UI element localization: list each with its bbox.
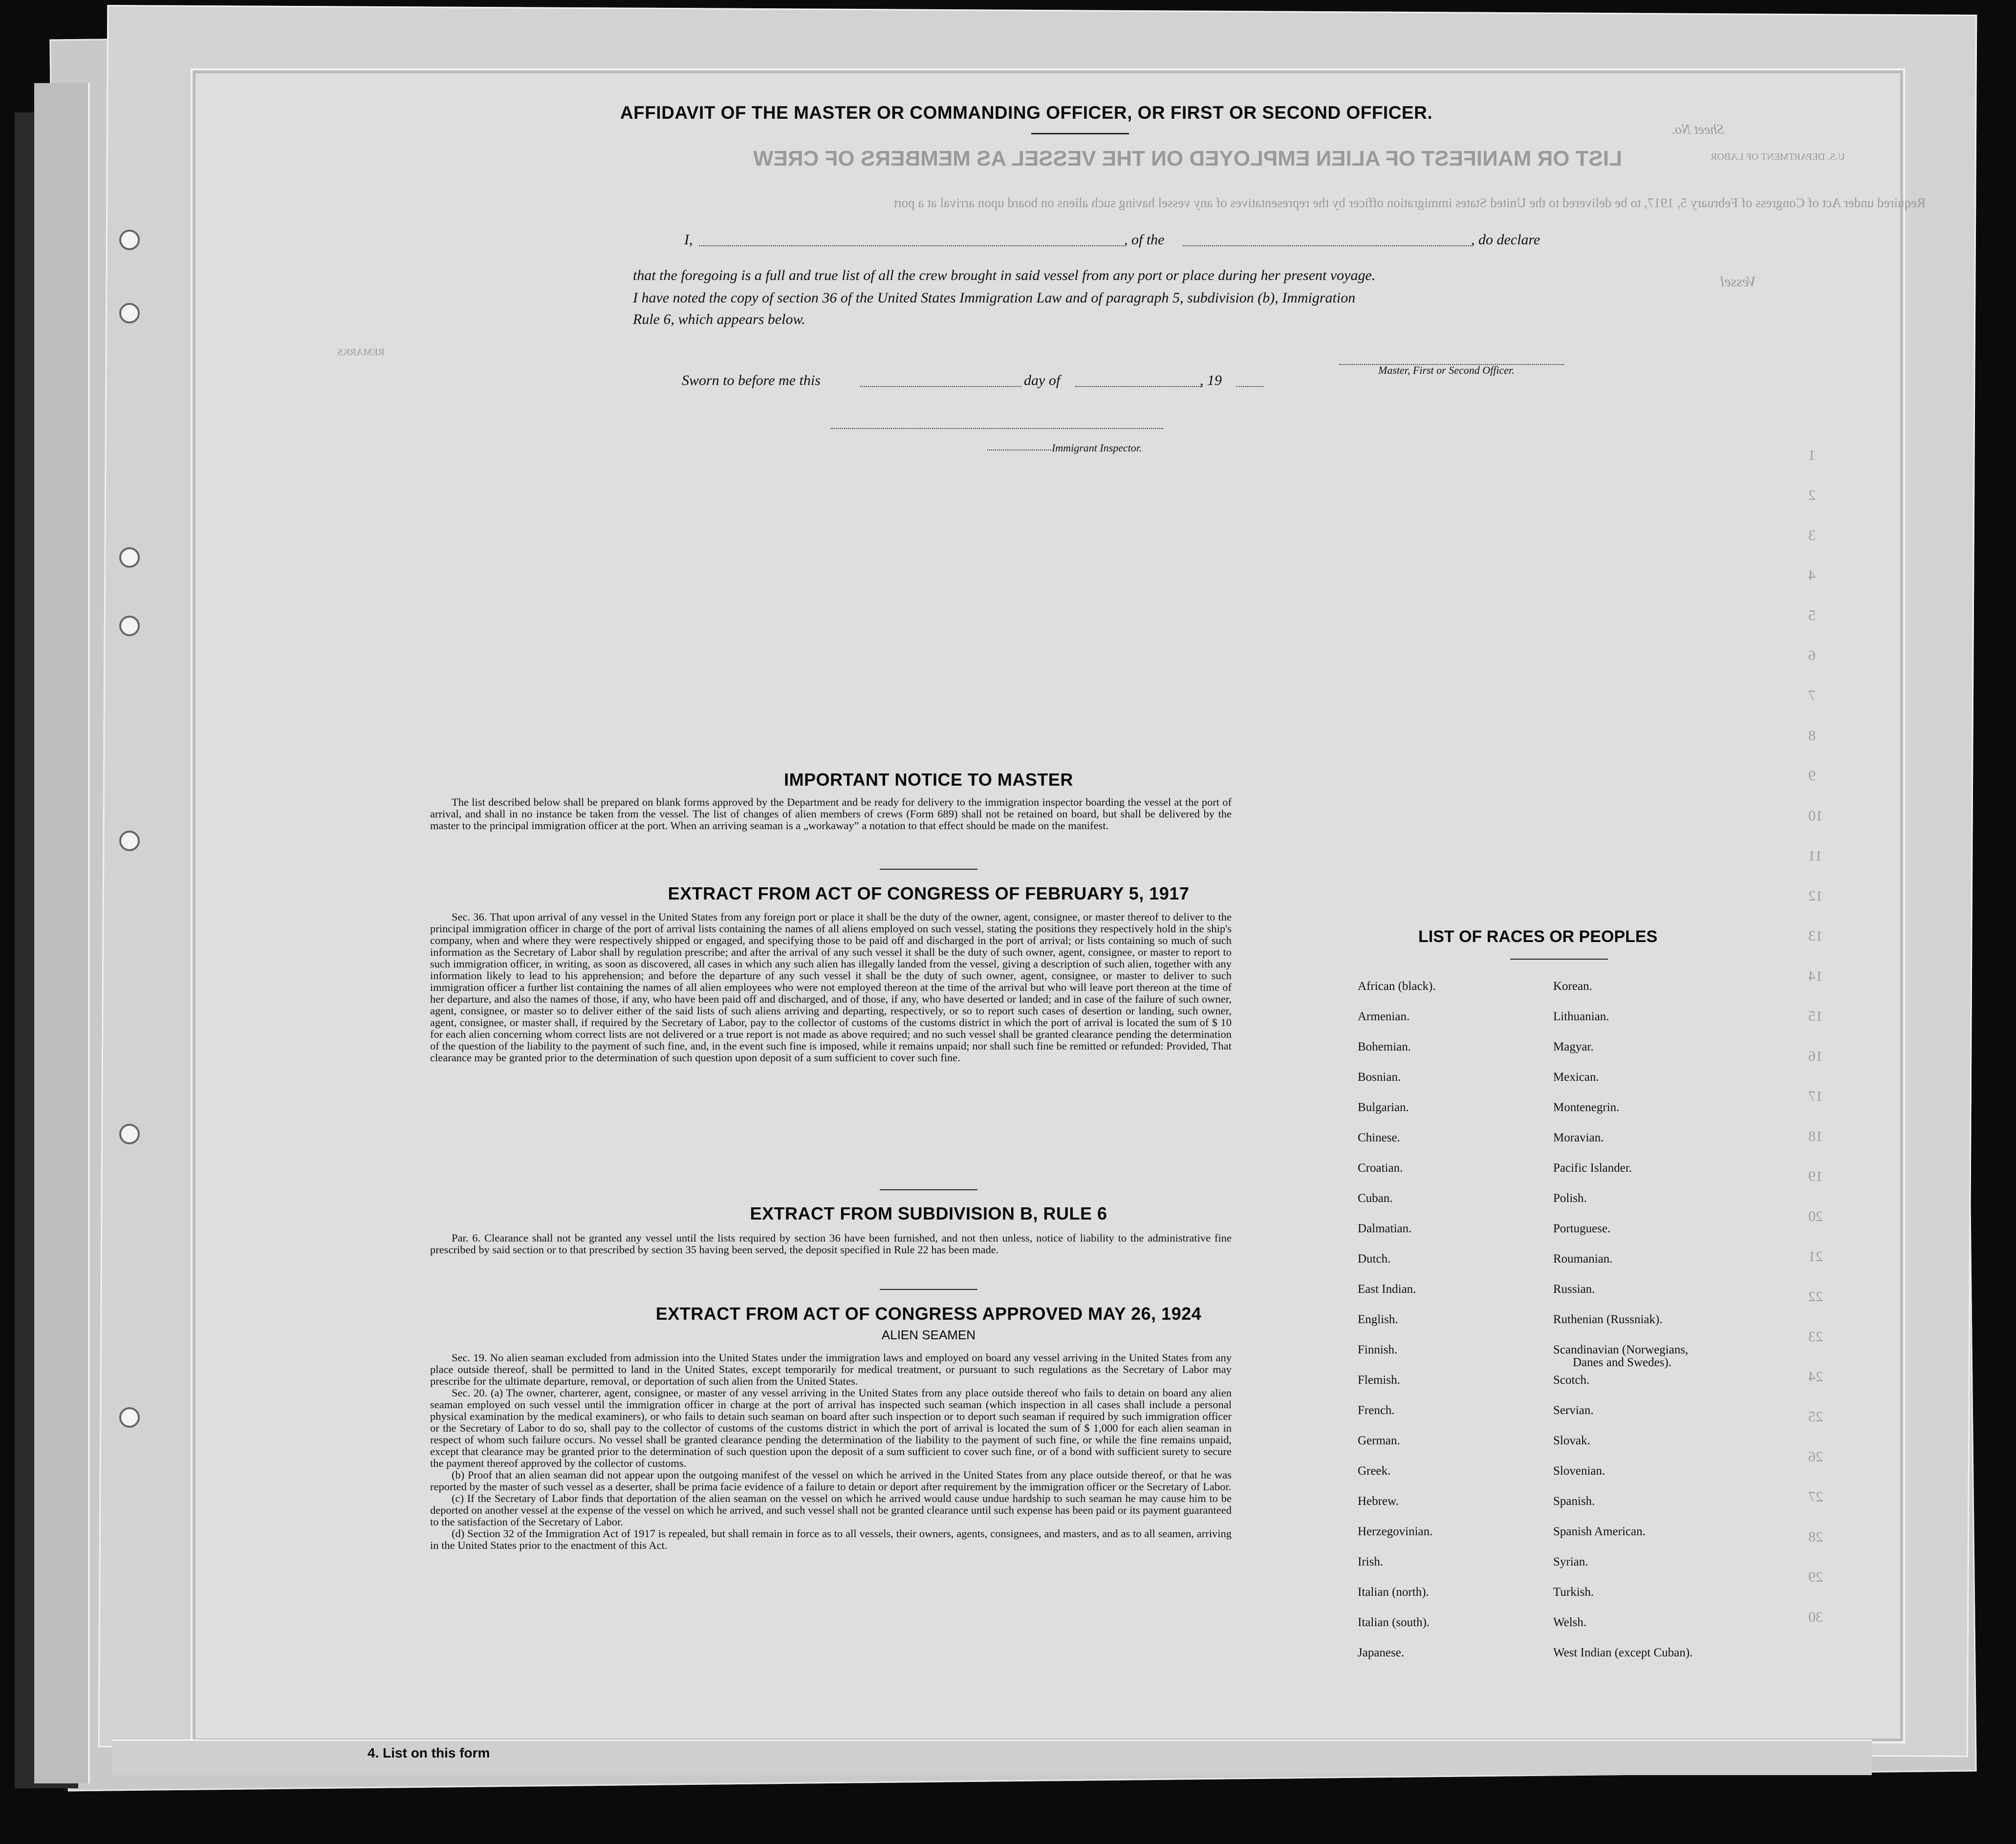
race-item: Flemish. [1358,1373,1400,1387]
race-item: Bosnian. [1358,1071,1401,1084]
ghost-row-number: 19 [1808,1168,1823,1184]
ghost-row-number: 14 [1808,968,1823,984]
sworn-label: Sworn to before me this [682,372,821,388]
race-item: Scotch. [1553,1373,1590,1387]
subdivision-b-title: EXTRACT FROM SUBDIVISION B, RULE 6 [750,1203,1107,1223]
ghost-row-number: 7 [1808,687,1816,704]
ghost-row-number: 22 [1808,1288,1823,1305]
race-item: Portuguese. [1553,1222,1611,1235]
binder-hole [119,831,140,851]
subdivision-b-text: Par. 6. Clearance shall not be granted any vessel until the lists required by section 36 have been furnished, and not then unless, notice of liability to the administrative fine prescribed by said section or to that prescribed by section 35 having been served, the deposit specified in Rule 22 has been made. [430,1232,1232,1256]
race-item: East Indian. [1358,1283,1416,1296]
affidavit-of-the-label: , of the [1124,232,1165,248]
races-right-column [1553,980,1692,1676]
race-item-scandinavian-cont: Danes and Swedes). [1573,1356,1672,1369]
extract-1917-title: EXTRACT FROM ACT OF CONGRESS OF FEBRUARY 5, 1917 [668,883,1190,903]
affidavit-title-rule [1031,133,1129,134]
ghost-row-number: 9 [1808,768,1816,784]
ghost-row-number: 4 [1808,567,1816,583]
ghost-row-number: 24 [1808,1369,1823,1385]
ghost-row-number: 20 [1808,1208,1823,1224]
race-item: Croatian. [1358,1161,1403,1175]
race-item: Greek. [1358,1464,1391,1478]
race-item: Moravian. [1553,1131,1604,1144]
sworn-year-line [1236,386,1263,387]
notice-title: IMPORTANT NOTICE TO MASTER [784,770,1073,790]
affidavit-line-4: Rule 6, which appears below. [633,311,805,327]
binder-hole [119,616,140,636]
sec-20c-paragraph: (c) If the Secretary of Labor finds that deportation of the alien seaman on the vessel on which he arrived would cause undue hardship to such seaman he may cause him to be deported on another vessel at the expense of the vessel on which he arrived, and such vessel shall not be granted clearance until such expense has been paid or its payment guaranteed to the satisfaction of the Secretary of Labor. [430,1492,1232,1528]
sec-20d-paragraph: (d) Section 32 of the Immigration Act of 1917 is repealed, but shall remain in force as to all vessels, their owners, agents, consignees, and masters, and as to all seamen, arriving in the United States prior to the enactment of this Act. [430,1527,1232,1551]
ghost-row-number: 25 [1808,1409,1823,1425]
race-item: Korean. [1553,980,1592,993]
extract-1917-rule [880,1189,977,1190]
inspector-signature-line [831,428,1163,429]
race-item: Dalmatian. [1358,1222,1412,1235]
race-item: Servian. [1553,1404,1594,1417]
affidavit-i-label: I, [684,232,693,248]
ghost-row-number: 6 [1808,647,1816,664]
race-item: Turkish. [1553,1586,1594,1599]
ghost-row-number: 16 [1808,1048,1823,1064]
left-page-edge [34,83,90,1783]
affidavit-declare-label: , do declare [1471,232,1540,248]
ghost-row-number: 23 [1808,1329,1823,1345]
ghost-row-number: 3 [1808,527,1816,543]
ghost-row-number: 13 [1808,928,1823,944]
affidavit-name-line [699,245,1124,246]
binder-hole [119,303,140,323]
race-item: Finnish. [1358,1343,1398,1356]
race-item: Welsh. [1553,1616,1587,1629]
race-item: Irish. [1358,1555,1384,1568]
affidavit-title: AFFIDAVIT OF THE MASTER OR COMMANDING OFFICER, OR FIRST OR SECOND OFFICER. [620,103,1433,123]
ghost-row-number: 18 [1808,1128,1823,1144]
affidavit-line-3: I have noted the copy of section 36 of the United States Immigration Law and of paragraph 5, subdivision (b), Immigration [633,290,1356,306]
extract-1917-text: Sec. 36. That upon arrival of any vessel in the United States from any foreign port or place it shall be the duty of the owner, agent, consignee, or master thereof to deliver to the principal immigration officer in charge of the port of arrival lists containing the names of all aliens employed on such vessel, stating the positions they respectively hold in the ship's company, when and where they were respectively shipped or engaged, and specifying those to be paid off and discharged in the port of arrival; or lists containing so much of such information as the Secretary of Labor shall by regulation prescribe; and after the arrival of any such vessel it shall be the duty of such owner, agent, consignee, or master to report to such immigration officer, in writing, as soon as discovered, all cases in which any such alien has illegally landed from the vessel, giving a description of such alien, together with any information likely to lead to his apprehension; and before the departure of any such vessel it shall be the duty of such owner, agent, consignee, or master to deliver to such immigration officer a further list containing the names of all alien employees who were not employed thereon at the time of the arrival but who will leave port thereon at the time of her departure, and also the names of those, if any, who have been paid off and discharged, and of those, if any, who have deserted or landed; and in case of the failure of such owner, agent, consignee, or master so to deliver either of the said lists of such aliens arriving and departing, respectively, or so to report such cases of desertion or landing, such owner, agent, consignee, or master shall, if required by the Secretary of Labor, pay to the collector of customs of the customs district in which the port of arrival is located the sum of $ 10 for each alien concerning whom correct lists are not delivered or a true report is not made as above required; and no such vessel shall be granted clearance pending the determination of the question of the liability to the payment of such fine, and, in the event such fine is imposed, while it remains unpaid; nor shall such fine be remitted or refunded: Provided, That clearance may be granted prior to the determination of such question upon deposit of a sum sufficient to cover such fine. [430,911,1232,1064]
ghost-row-number: 29 [1808,1569,1823,1585]
notice-rule [880,869,977,870]
race-item: Lithuanian. [1553,1010,1609,1023]
ghost-row-number: 28 [1808,1529,1823,1545]
race-item: Ruthenian (Russniak). [1553,1313,1663,1326]
race-item: Japanese. [1358,1646,1405,1659]
sec-19-paragraph: Sec. 19. No alien seaman excluded from admission into the United States under the immigration laws and employed on board any vessel arriving in the United States from any place outside thereof, shall be permitted to land in the United States, except temporarily for medical treatment, or pursuant to such regulations as the Secretary of Labor may prescribe for the ultimate departure, removal, or deportation of such alien from the United States. [430,1351,1232,1387]
race-item: Dutch. [1358,1252,1391,1265]
race-item: Spanish. [1553,1495,1595,1508]
race-item: African (black). [1358,980,1436,993]
ghost-row-number: 1 [1808,447,1816,463]
ghost-row-number: 12 [1808,888,1823,904]
ghost-row-number: 15 [1808,1008,1823,1024]
race-item: Italian (south). [1358,1616,1430,1629]
ghost-row-number: 8 [1808,728,1816,744]
races-title-rule [1510,959,1608,960]
race-item: Italian (north). [1358,1586,1429,1599]
ghost-row-number: 27 [1808,1489,1823,1505]
sec-20b-paragraph: (b) Proof that an alien seaman did not appear upon the outgoing manifest of the vessel on which he arrived in the United States from any place outside thereof, or that he was reported by the master of such vessel as a deserter, shall be prima facie evidence of a failure to detain or deport after requirement by the immigration officer or the Secretary of Labor. [430,1469,1232,1493]
race-item: Syrian. [1553,1555,1588,1568]
race-item: Mexican. [1553,1071,1599,1084]
day-of-label: day of [1024,372,1061,388]
ghost-dept: U.S. DEPARTMENT OF LABOR [1711,151,1845,162]
extract-1924-subtitle: ALIEN SEAMEN [881,1328,976,1342]
race-item: Slovak. [1553,1434,1590,1447]
race-item: Herzegovinian. [1358,1525,1433,1538]
races-left-column [1358,980,1436,1676]
race-item: Spanish American. [1553,1525,1646,1538]
notice-text: The list described below shall be prepared on blank forms approved by the Department and be ready for delivery to the immigration inspector boarding the vessel at the port of arrival, and shall in no instance be taken from the vessel. The list of changes of alien members of crews (Form 689) shall not be retained on board, but shall be delivered by the master to the principal immigration officer at the port. When an arriving seaman is a „workaway” a notation to that effect should be made on the manifest. [430,796,1232,832]
binder-hole [119,1124,140,1144]
binder-hole [119,1407,140,1428]
ghost-required: Required under Act of Congress of February 5, 1917, to be delivered to the United States immigration officer by the representatives of any vessel having such aliens on board upon arrival at a port [893,195,1926,210]
race-item: West Indian (except Cuban). [1553,1646,1693,1659]
sec-20a-paragraph: Sec. 20. (a) The owner, charterer, agent, consignee, or master of any vessel arriving in the United States from any place outside thereof who fails to detain on board any alien seaman employed on such vessel until the immigration officer in charge at the port of arrival has inspected such seaman (which inspection in all cases shall include a personal physical examination by the medical examiners), or who fails to detain such seaman on board after such inspection or to deport such seaman if required by such immigration officer or the Secretary of Labor to do so, shall pay to the collector of customs of the customs district in which the port of arrival is located the sum of $ 1,000 for each alien seaman in respect of whom such failure occurs. No vessel shall be granted clearance pending the determination of the liability to the payment of such fine, or while the fine remains unpaid, except that clearance may be granted prior to the determination of such question upon the deposit of a sum sufficient to cover such fine, or of a bond with sufficient surety to secure the payment thereof approved by the collector of customs. [430,1387,1232,1469]
race-item: Montenegrin. [1553,1101,1620,1114]
ghost-row-number: 11 [1808,848,1822,864]
race-item: Russian. [1553,1283,1595,1296]
affidavit-line-2: that the foregoing is a full and true list of all the crew brought in said vessel from any port or place during her present voyage. [633,267,1376,283]
ghost-remarks: REMARKS [337,347,385,358]
race-item: Bulgarian. [1358,1101,1409,1114]
race-item: Polish. [1553,1192,1587,1205]
extract-1924-text [430,1352,1232,1551]
inspector-label: Immigrant Inspector. [1052,442,1142,454]
race-item: Armenian. [1358,1010,1410,1023]
ghost-row-number: 21 [1808,1248,1823,1265]
race-item: Hebrew. [1358,1495,1399,1508]
bottom-list-label: 4. List on this form [368,1745,490,1760]
ghost-row-number: 30 [1808,1609,1823,1625]
sworn-month-line [1075,386,1202,387]
ghost-sheet-no: Sheet No. [1671,122,1724,137]
ghost-row-number: 2 [1808,487,1816,503]
race-item: Cuban. [1358,1192,1393,1205]
race-item: Roumanian. [1553,1252,1613,1265]
race-item: English. [1358,1313,1398,1326]
extract-1924-title: EXTRACT FROM ACT OF CONGRESS APPROVED MAY 26, 1924 [655,1304,1202,1324]
ghost-row-number: 26 [1808,1449,1823,1465]
year-label: , 19 [1200,372,1222,388]
race-item: Bohemian. [1358,1040,1411,1053]
race-item: Slovenian. [1553,1464,1605,1478]
races-title: LIST OF RACES OR PEOPLES [1418,927,1658,946]
affidavit-vessel-line [1183,245,1471,246]
race-item: French. [1358,1404,1395,1417]
subdivision-b-rule [880,1289,977,1290]
ghost-header: LIST OR MANIFEST OF ALIEN EMPLOYED ON THE VESSEL AS MEMBERS OF CREW [753,147,1623,171]
race-item-scandinavian: Scandinavian (Norwegians, [1553,1343,1689,1356]
race-item: Chinese. [1358,1131,1400,1144]
binder-hole [119,547,140,568]
binder-hole [119,230,140,250]
race-item: German. [1358,1434,1400,1447]
ghost-vessel: Vessel [1720,274,1756,290]
race-item [1553,1343,1692,1373]
master-signature-label: Master, First or Second Officer. [1378,364,1515,376]
race-item: Magyar. [1553,1040,1594,1053]
race-item: Pacific Islander. [1553,1161,1632,1175]
ghost-row-number: 10 [1808,808,1823,824]
ghost-row-number: 17 [1808,1088,1823,1104]
sworn-day-line [860,386,1021,387]
ghost-row-number: 5 [1808,607,1816,623]
